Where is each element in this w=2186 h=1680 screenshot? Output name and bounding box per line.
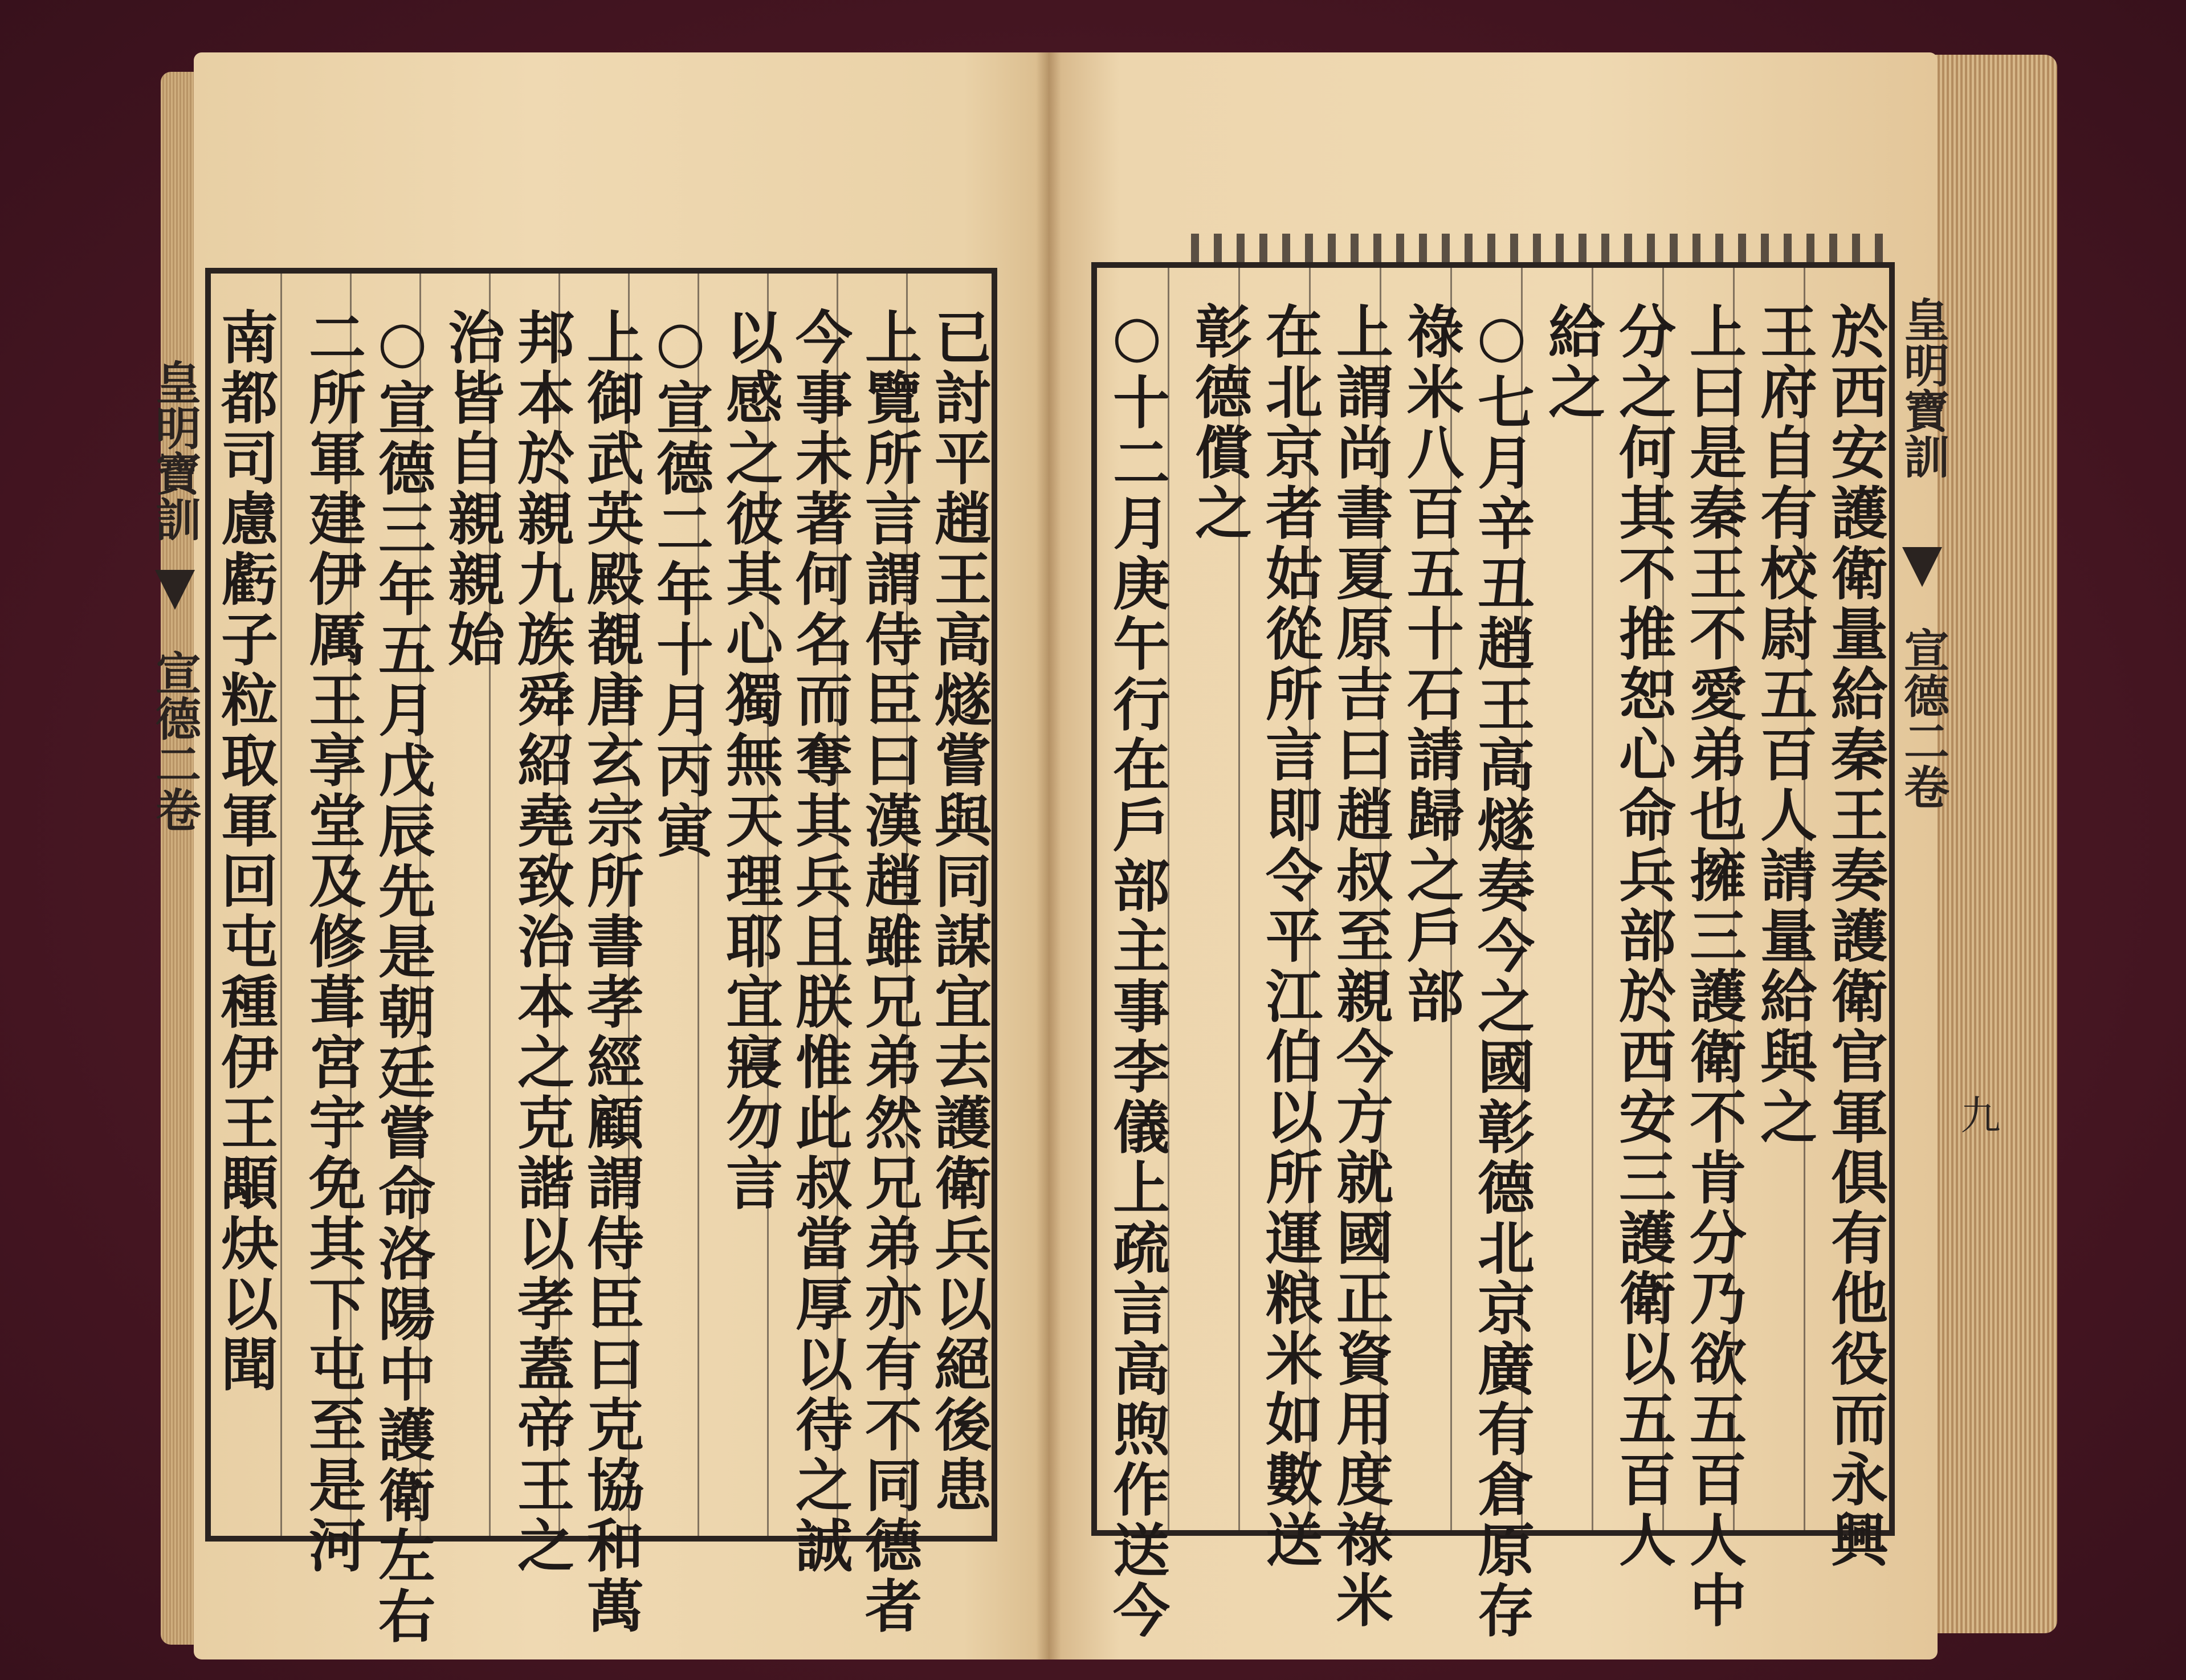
worn-top-border: [1191, 234, 1886, 262]
left-col-2: 上覽所言謂侍臣曰漢趙雖兄弟然兄弟亦有不同德者: [855, 308, 923, 1637]
folio-number: 九: [1954, 1094, 2001, 1134]
right-col-2: 王府自有校尉五百人請量給與之: [1751, 302, 1818, 1148]
left-col-11: 南都司慮虧子粒取軍回屯種伊王顒炔以聞: [211, 308, 279, 1395]
right-col-3: 上曰是秦王不愛弟也擁三護衛不肯分乃欲五百人中: [1680, 302, 1747, 1631]
right-header-volume: 宣德二卷: [1896, 627, 1950, 809]
right-col-10: 彰德償之: [1185, 302, 1253, 544]
book-gutter: [1036, 52, 1061, 1659]
left-header-title: 皇明寶訓: [148, 359, 202, 541]
left-col-8: 治皆自親親始: [438, 308, 505, 670]
left-col-3: 今事未著何名而奪其兵且朕惟此叔當厚以待之誠: [786, 308, 853, 1576]
left-col-9: ○宣德三年五月戊辰先是朝廷嘗命洛陽中護衛左右: [369, 308, 436, 1647]
right-col-1: 於西安護衛量給秦王奏護衛官軍俱有他役而永興: [1821, 302, 1889, 1571]
right-header-title: 皇明寶訓: [1896, 296, 1950, 479]
left-col-1: 已討平趙王高燧嘗與同謀宜去護衛兵以絕後患: [925, 308, 992, 1516]
left-col-6: 上御武英殿覩唐玄宗所書孝經顧謂侍臣曰克協和萬: [577, 308, 645, 1637]
right-col-9: 在北京者姑從所言即令平江伯以所運粮米如數送: [1256, 302, 1323, 1571]
left-text-frame: [205, 268, 997, 1647]
left-col-10: 二所軍建伊厲王享堂及修葺宮宇免其下屯至是河: [299, 308, 366, 1576]
left-col-7: 邦本於親九族舜紹堯致治本之克諧以孝蓋帝王之: [508, 308, 575, 1576]
left-col-4: 以感之彼其心獨無天理耶宜寢勿言: [716, 308, 784, 1214]
right-col-4: 分之何其不推恕心命兵部於西安三護衛以五百人: [1609, 302, 1677, 1571]
right-col-6: ○七月辛丑趙王高燧奏今之國彰德北京廣有倉原存: [1468, 302, 1535, 1641]
right-col-7: 祿米八百五十石請歸之戶部: [1397, 302, 1465, 1027]
column-rule: [1592, 268, 1593, 1530]
right-text-frame: [1091, 262, 1895, 1641]
column-rule: [280, 274, 282, 1536]
left-col-5: ○宣德二年十月丙寅: [647, 308, 714, 862]
left-header-volume: 宣德二卷: [148, 650, 202, 832]
right-col-5: 給之: [1539, 302, 1606, 423]
right-col-8: 上謂尚書夏原吉曰趙叔至親今方就國正資用度祿米: [1327, 302, 1394, 1631]
right-col-11: ○十二月庚午行在戶部主事李儀上疏言高煦作送今: [1103, 302, 1171, 1641]
